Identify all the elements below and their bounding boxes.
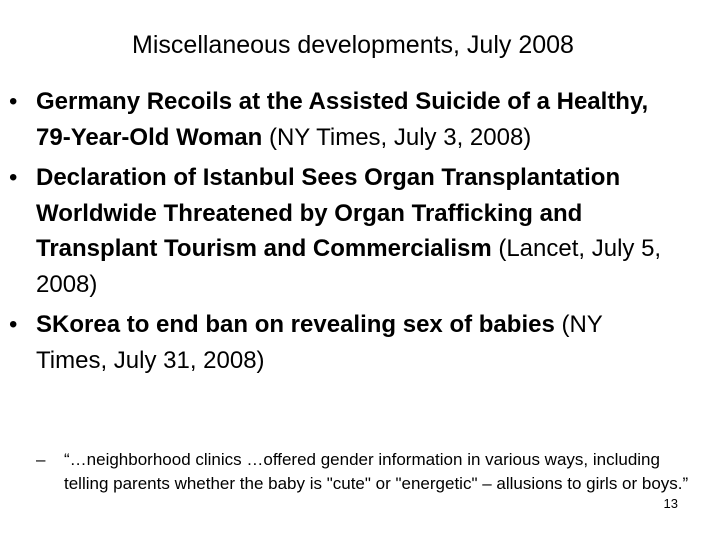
bullet-list bbox=[0, 84, 720, 383]
slide-title: Miscellaneous developments, July 2008 bbox=[132, 31, 574, 59]
bullet-item-istanbul bbox=[0, 160, 676, 302]
bullet-citation: (Lancet, July 5, 2008) bbox=[36, 235, 662, 298]
bullet-item-skorea bbox=[0, 307, 676, 378]
bullet-headline: Declaration of Istanbul Sees Organ Transplantation Worldwide Threatened by Organ Trafficking and Transplant Tourism and Commercialism bbox=[36, 164, 621, 262]
sub-bullet-text: “…neighborhood clinics …offered gender information in various ways, including telling parents whether the baby is "cute" or "energetic" – allusions to girls or boys.” bbox=[64, 450, 689, 493]
sub-bullet-quote bbox=[0, 448, 690, 496]
bullet-headline: Germany Recoils at the Assisted Suicide of a Healthy, 79-Year-Old Woman bbox=[36, 88, 649, 151]
bullet-citation: (NY Times, July 31, 2008) bbox=[36, 311, 603, 374]
bullet-headline: SKorea to end ban on revealing sex of babies bbox=[36, 311, 555, 338]
bullet-marker: • bbox=[9, 164, 18, 191]
bullet-item-germany bbox=[0, 84, 676, 155]
sub-bullet-marker: – bbox=[36, 450, 46, 469]
sub-bullet-list bbox=[0, 448, 720, 496]
bullet-citation: (NY Times, July 3, 2008) bbox=[262, 123, 532, 151]
bullet-marker: • bbox=[9, 311, 18, 338]
page-number: 13 bbox=[663, 496, 678, 511]
bullet-marker: • bbox=[9, 88, 18, 115]
